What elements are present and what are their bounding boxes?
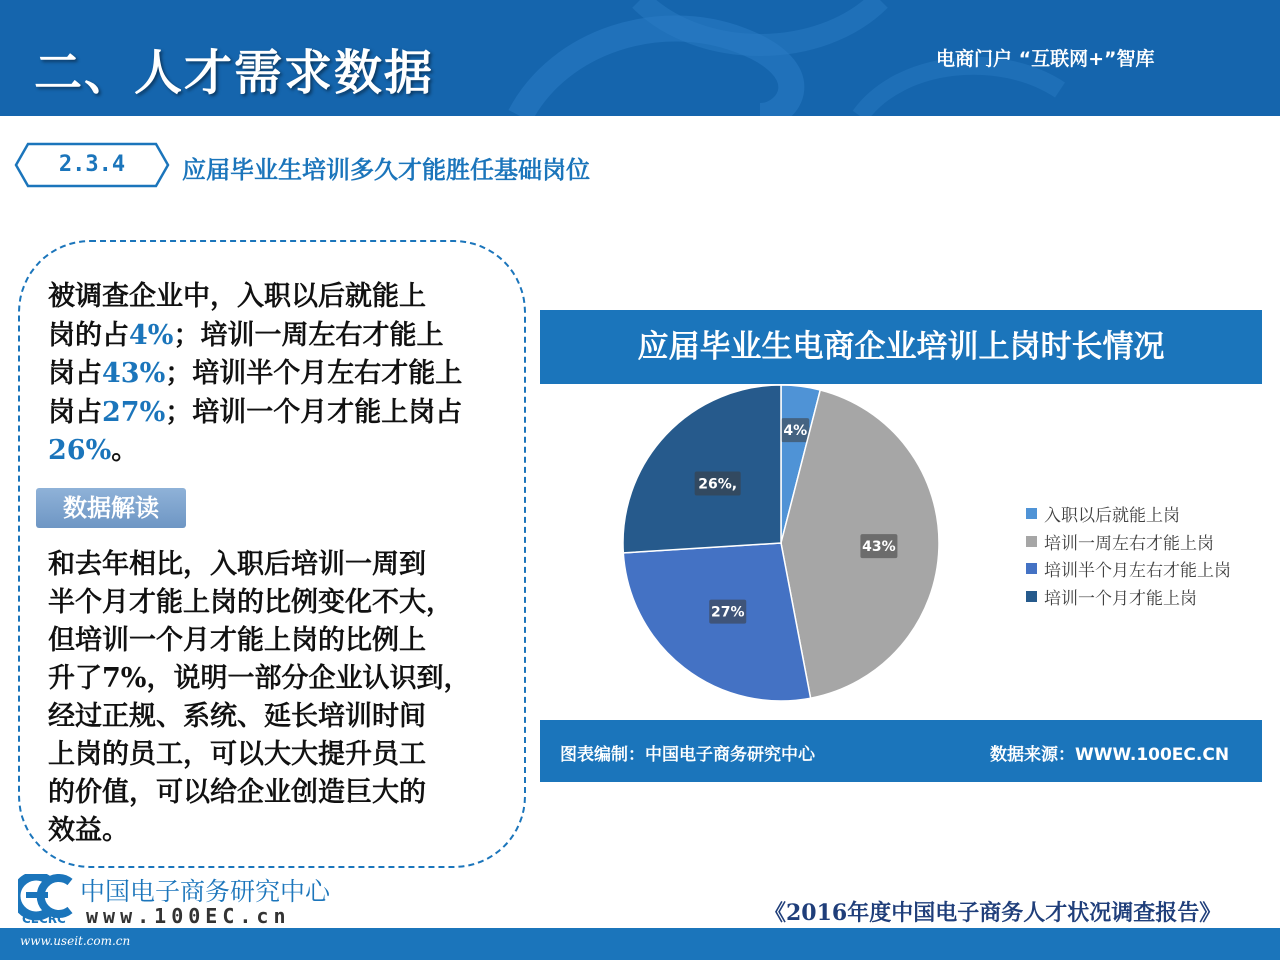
chart-source: 数据来源：WWW.100EC.CN xyxy=(990,745,1230,765)
legend-swatch xyxy=(1026,591,1037,602)
pct-highlight: 43% xyxy=(102,358,166,389)
org-url: www.100EC.cn xyxy=(86,904,291,928)
legend-item xyxy=(1026,500,1231,528)
data-label: 27% xyxy=(710,604,745,621)
chart-footer xyxy=(540,720,1262,782)
data-interpretation-badge: 数据解读 xyxy=(36,488,186,528)
legend-swatch xyxy=(1026,536,1037,547)
pct-highlight: 27% xyxy=(102,396,166,428)
section-title: 应届毕业生培训多久才能胜任基础岗位 xyxy=(182,156,590,184)
summary-line: 被调查企业中，入职以后就能上 xyxy=(48,281,426,312)
chart-header xyxy=(540,310,1262,384)
page-title: 二、人才需求数据 xyxy=(34,45,435,101)
chart-legend xyxy=(1026,500,1231,610)
legend-swatch xyxy=(1026,563,1037,574)
header-bar xyxy=(0,0,1280,116)
legend-label: 入职以后就能上岗 xyxy=(1044,506,1180,527)
data-label: 26%, xyxy=(698,476,738,493)
org-name: 中国电子商务研究中心 xyxy=(80,877,331,906)
data-label: 4% xyxy=(783,423,808,440)
legend-label: 培训半个月左右才能上岗 xyxy=(1044,561,1231,582)
legend-item xyxy=(1026,555,1231,583)
legend-label: 培训一个月才能上岗 xyxy=(1044,588,1197,609)
pct-highlight: 26% xyxy=(48,435,112,466)
legend-item xyxy=(1026,583,1231,611)
watermark: www.useit.com.cn xyxy=(20,934,131,948)
section-number: 2.3.4 xyxy=(58,152,126,177)
legend-item xyxy=(1026,528,1231,556)
chart-title: 应届毕业生电商企业培训上岗时长情况 xyxy=(637,329,1165,365)
org-abbr: CECRC xyxy=(22,912,66,926)
analysis-paragraph: 和去年相比，入职后培训一周到 半个月才能上岗的比例变化不大， 但培训一个月才能上岗的比例上 升了7%，说明一部分企业认识到， 经过正规、系统、延长培训时间 上岗的员工，可以大大提升员工 的价值，可以给企业创造巨大的 效益。 xyxy=(48,549,471,846)
report-title: 《2016年度中国电子商务人才状况调查报告》 xyxy=(764,900,1222,926)
section-number-tag xyxy=(14,142,170,188)
bottom-bar xyxy=(0,928,1280,960)
pct-highlight: 4% xyxy=(129,319,174,351)
pie-slice xyxy=(623,385,781,553)
chart-compiler: 图表编制：中国电子商务研究中心 xyxy=(560,745,815,765)
legend-label: 培训一周左右才能上岗 xyxy=(1044,533,1214,554)
header-slogan: 电商门户 “互联网+”智库 xyxy=(936,48,1155,70)
summary-paragraph: 被调查企业中，入职以后就能上 岗的占4%；培训一周左右才能上 岗占43%；培训半个月左右才能上 岗占27%；培训一个月才能上岗占 26%。 xyxy=(48,281,463,466)
data-label: 43% xyxy=(862,539,896,556)
legend-swatch xyxy=(1026,508,1037,519)
